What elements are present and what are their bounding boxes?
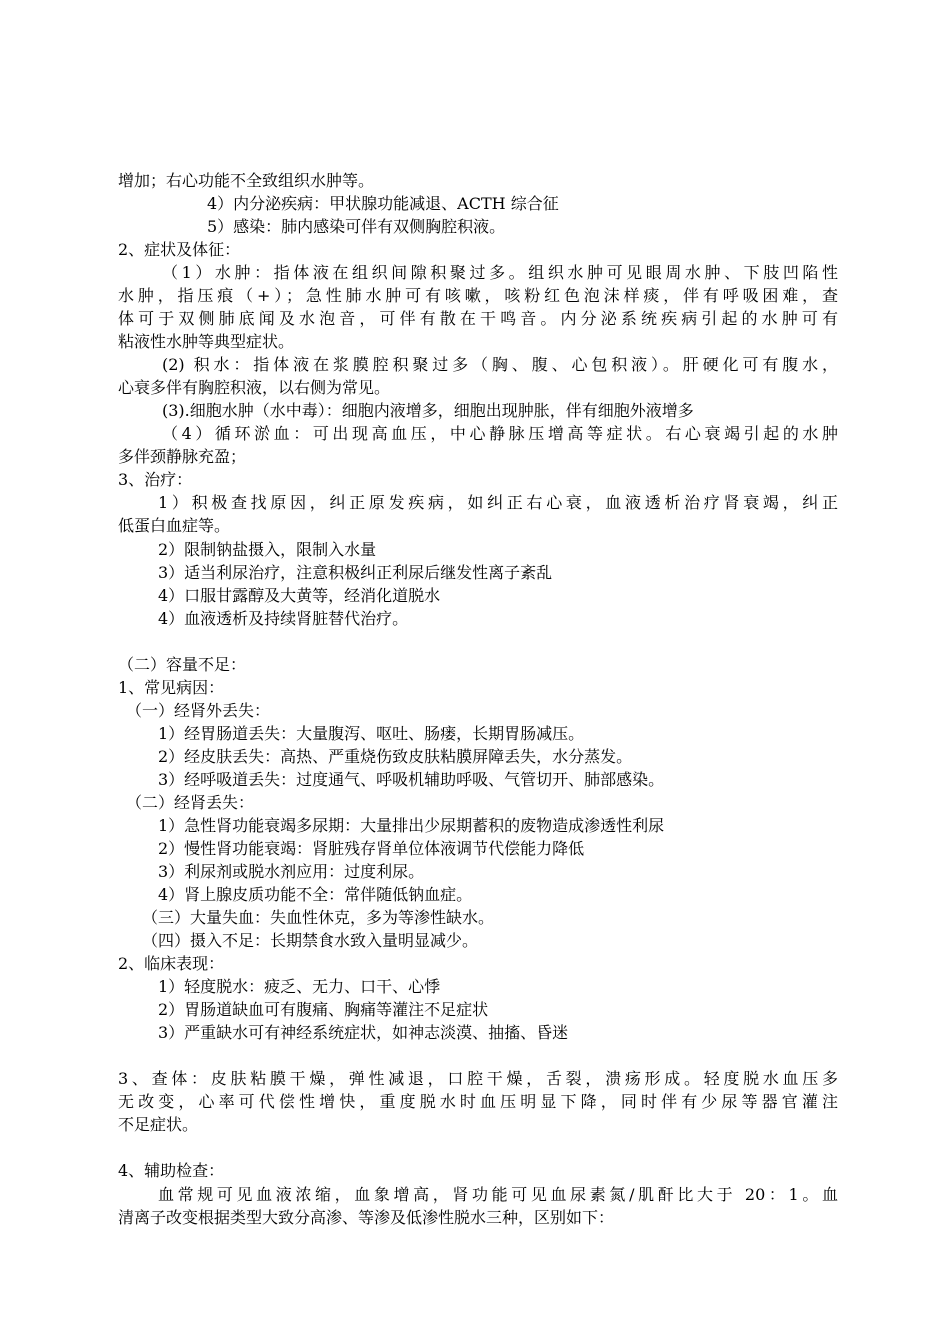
text-line: （4）循环淤血：可出现高血压，中心静脉压增高等症状。右心衰竭引起的水肿 — [162, 424, 838, 443]
text-line: 4）口服甘露醇及大黄等，经消化道脱水 — [158, 586, 441, 605]
subsection-heading: （二）经肾丢失： — [126, 793, 255, 812]
text-line: （1）水肿：指体液在组织间隙积聚过多。组织水肿可见眼周水肿、下肢凹陷性 — [162, 263, 838, 282]
subsection-heading: （三）大量失血：失血性休克，多为等渗性缺水。 — [142, 908, 495, 927]
text-line: (2) 积水：指体液在浆膜腔积聚过多（胸、腹、心包积液）。肝硬化可有腹水， — [162, 355, 838, 374]
text-line: 2）胃肠道缺血可有腹痛、胸痛等灌注不足症状 — [158, 1000, 489, 1019]
text-line: 3）适当利尿治疗，注意积极纠正利尿后继发性离子紊乱 — [158, 563, 553, 582]
text-line: 4）内分泌疾病：甲状腺功能减退、ACTH 综合征 — [207, 194, 559, 213]
text-line: 体可于双侧肺底闻及水泡音，可伴有散在干鸣音。内分泌系统疾病引起的水肿可有 — [118, 309, 838, 328]
text-line: 水肿，指压痕（+）；急性肺水肿可有咳嗽，咳粉红色泡沫样痰，伴有呼吸困难，查 — [118, 286, 838, 305]
text-line: 3、查体：皮肤粘膜干燥，弹性减退，口腔干燥，舌裂，溃疡形成。轻度脱水血压多 — [118, 1069, 838, 1088]
text-line: 2）经皮肤丢失：高热、严重烧伤致皮肤粘膜屏障丢失，水分蒸发。 — [158, 747, 633, 766]
text-line: 1）急性肾功能衰竭多尿期：大量排出少尿期蓄积的废物造成渗透性利尿 — [158, 816, 665, 835]
section-heading: 2、临床表现： — [118, 954, 225, 973]
text-line: 3）严重缺水可有神经系统症状，如神志淡漠、抽搐、昏迷 — [158, 1023, 569, 1042]
text-line: 1）经胃肠道丢失：大量腹泻、呕吐、肠瘘，长期胃肠减压。 — [158, 724, 585, 743]
text-line: (3).细胞水肿（水中毒）：细胞内液增多，细胞出现肿胀，伴有细胞外液增多 — [162, 401, 694, 420]
text-line: 4）肾上腺皮质功能不全：常伴随低钠血症。 — [158, 885, 473, 904]
subsection-heading: （四）摄入不足：长期禁食水致入量明显减少。 — [142, 931, 479, 950]
text-line: 5）感染：肺内感染可伴有双侧胸腔积液。 — [207, 217, 506, 236]
text-line: 增加；右心功能不全致组织水肿等。 — [118, 171, 375, 190]
text-line: 1）轻度脱水：疲乏、无力、口干、心悸 — [158, 977, 441, 996]
text-line: 3）经呼吸道丢失：过度通气、呼吸机辅助呼吸、气管切开、肺部感染。 — [158, 770, 665, 789]
text-line: 粘液性水肿等典型症状。 — [118, 332, 295, 351]
section-heading: 4、辅助检查： — [118, 1161, 225, 1180]
text-line: 无改变，心率可代偿性增快，重度脱水时血压明显下降，同时伴有少尿等器官灌注 — [118, 1092, 838, 1111]
text-line: 清离子改变根据类型大致分高渗、等渗及低渗性脱水三种，区别如下： — [118, 1208, 615, 1227]
text-line: 2）慢性肾功能衰竭：肾脏残存肾单位体液调节代偿能力降低 — [158, 839, 585, 858]
text-line: 不足症状。 — [118, 1115, 199, 1134]
subsection-heading: （一）经肾外丢失： — [126, 701, 271, 720]
section-heading: 3、治疗： — [118, 470, 193, 489]
text-line: 4）血液透析及持续肾脏替代治疗。 — [158, 609, 409, 628]
section-heading: 2、症状及体征： — [118, 240, 241, 259]
text-line: 1）积极查找原因，纠正原发疾病，如纠正右心衰，血液透析治疗肾衰竭，纠正 — [158, 493, 838, 512]
text-line: 2）限制钠盐摄入，限制入水量 — [158, 540, 377, 559]
text-line: 低蛋白血症等。 — [118, 516, 231, 535]
text-line: 血常规可见血液浓缩，血象增高，肾功能可见血尿素氮/肌酐比大于 20：1。血 — [158, 1185, 838, 1204]
section-heading: （二）容量不足： — [118, 655, 247, 674]
section-heading: 1、常见病因： — [118, 678, 225, 697]
text-line: 心衰多伴有胸腔积液，以右侧为常见。 — [118, 378, 391, 397]
text-line: 多伴颈静脉充盈； — [118, 447, 247, 466]
text-line: 3）利尿剂或脱水剂应用：过度利尿。 — [158, 862, 425, 881]
